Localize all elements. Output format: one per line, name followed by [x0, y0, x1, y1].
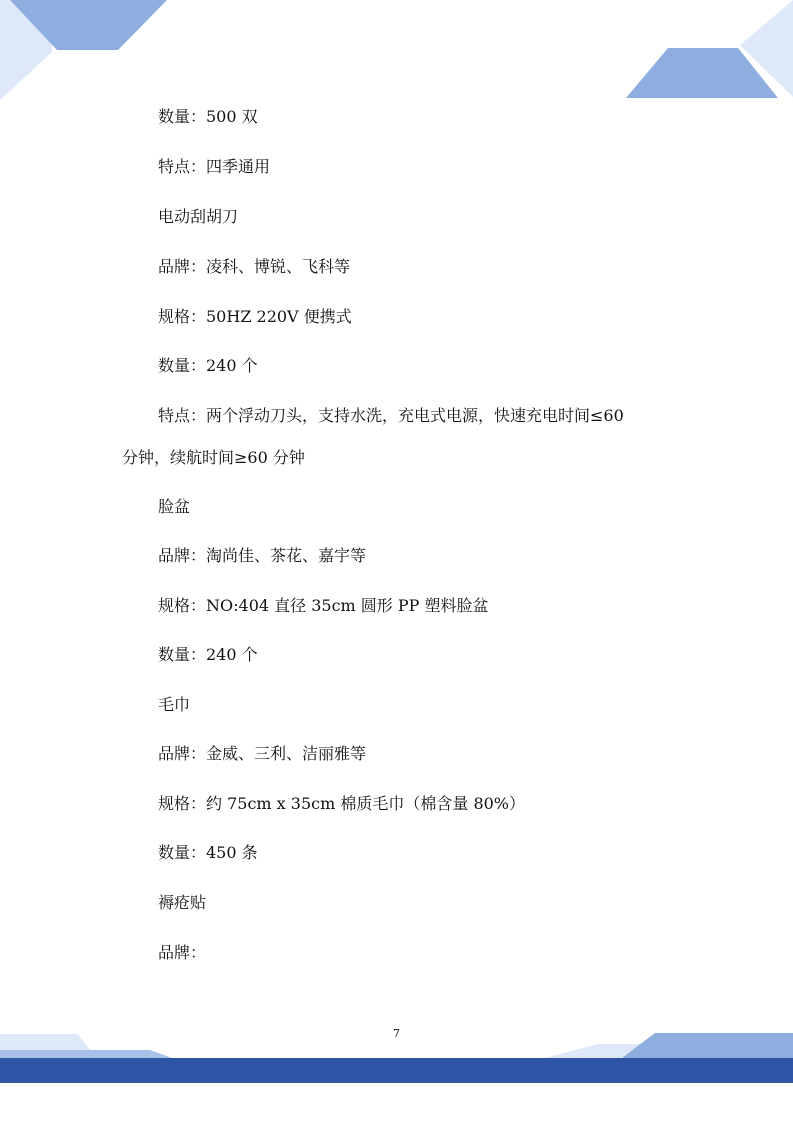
bottom-left-blue-band [0, 1050, 172, 1058]
text-line: 品牌：金威、三利、洁丽雅等 [158, 744, 367, 763]
text-line: 规格：NO:404 直径 35cm 圆形 PP 塑料脸盆 [158, 596, 489, 615]
text-line: 脸盆 [158, 497, 191, 516]
text-line: 品牌：淘尚佳、茶花、嘉宇等 [158, 546, 367, 565]
text-line-continuation: 分钟，续航时间≥60 分钟 [122, 448, 305, 467]
text-line: 数量：450 条 [158, 843, 258, 862]
text-line: 品牌： [158, 943, 207, 962]
text-line: 毛巾 [158, 695, 191, 714]
text-line: 数量：240 个 [158, 645, 258, 664]
text-line: 品牌：凌科、博锐、飞科等 [158, 257, 351, 276]
text-line: 电动刮胡刀 [158, 207, 239, 226]
text-line: 数量：240 个 [158, 356, 258, 375]
text-line: 数量：500 双 [158, 107, 258, 126]
text-line: 褥疮贴 [158, 893, 207, 912]
text-line: 规格：约 75cm x 35cm 棉质毛巾（棉含量 80%） [158, 794, 526, 813]
footer-bar [0, 1058, 793, 1083]
text-line: 特点：四季通用 [158, 157, 271, 176]
text-line: 规格：50HZ 220V 便携式 [158, 307, 352, 326]
page-number: 7 [393, 1027, 400, 1040]
text-line: 特点：两个浮动刀头，支持水洗，充电式电源，快速充电时间≤60 [158, 406, 624, 425]
